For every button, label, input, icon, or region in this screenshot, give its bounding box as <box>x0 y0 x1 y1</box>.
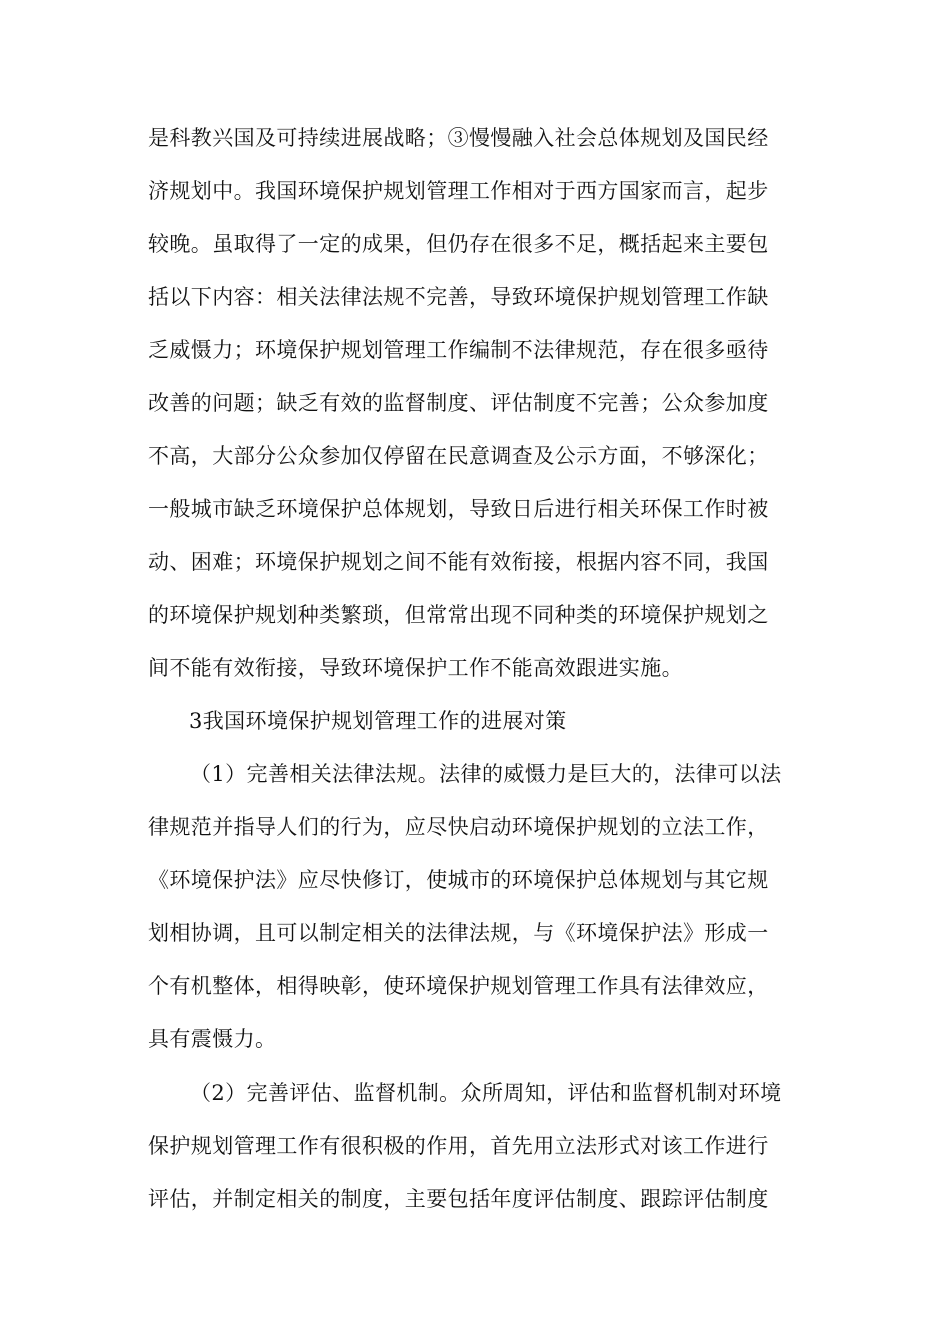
paragraph-first-line: （1）完善相关法律法规。法律的威慑力是巨大的，法律可以法 <box>190 762 782 786</box>
text-line: 《环境保护法》应尽快修订，使城市的环境保护总体规划与其它规 <box>148 868 769 892</box>
paragraph-first-line: （2）完善评估、监督机制。众所周知，评估和监督机制对环境 <box>190 1081 782 1105</box>
text-line: 一般城市缺乏环境保护总体规划，导致日后进行相关环保工作时被 <box>148 497 769 521</box>
text-line: 济规划中。我国环境保护规划管理工作相对于西方国家而言，起步 <box>148 179 769 203</box>
text-line: 较晚。虽取得了一定的成果，但仍存在很多不足，概括起来主要包 <box>148 232 769 256</box>
text-line: 律规范并指导人们的行为，应尽快启动环境保护规划的立法工作， <box>148 815 769 839</box>
section-heading: 3我国环境保护规划管理工作的进展对策 <box>189 709 567 733</box>
text-line: 乏威慑力；环境保护规划管理工作编制不法律规范，存在很多亟待 <box>148 338 769 362</box>
text-line: 划相协调，且可以制定相关的法律法规，与《环境保护法》形成一 <box>148 921 769 945</box>
text-line: 改善的问题；缺乏有效的监督制度、评估制度不完善；公众参加度 <box>148 391 769 415</box>
text-line: 是科教兴国及可持续进展战略；③慢慢融入社会总体规划及国民经 <box>148 126 769 150</box>
text-line: 不高，大部分公众参加仅停留在民意调查及公示方面，不够深化； <box>148 444 769 468</box>
text-line: 具有震慑力。 <box>148 1027 277 1051</box>
text-line: 评估，并制定相关的制度，主要包括年度评估制度、跟踪评估制度 <box>148 1187 769 1211</box>
text-line: 动、困难；环境保护规划之间不能有效衔接，根据内容不同，我国 <box>148 550 769 574</box>
text-line: 括以下内容：相关法律法规不完善，导致环境保护规划管理工作缺 <box>148 285 769 309</box>
text-line: 间不能有效衔接，导致环境保护工作不能高效跟进实施。 <box>148 656 683 680</box>
text-line: 保护规划管理工作有很积极的作用，首先用立法形式对该工作进行 <box>148 1134 769 1158</box>
text-line: 个有机整体，相得映彰，使环境保护规划管理工作具有法律效应， <box>148 974 769 998</box>
text-line: 的环境保护规划种类繁琐，但常常出现不同种类的环境保护规划之 <box>148 603 769 627</box>
